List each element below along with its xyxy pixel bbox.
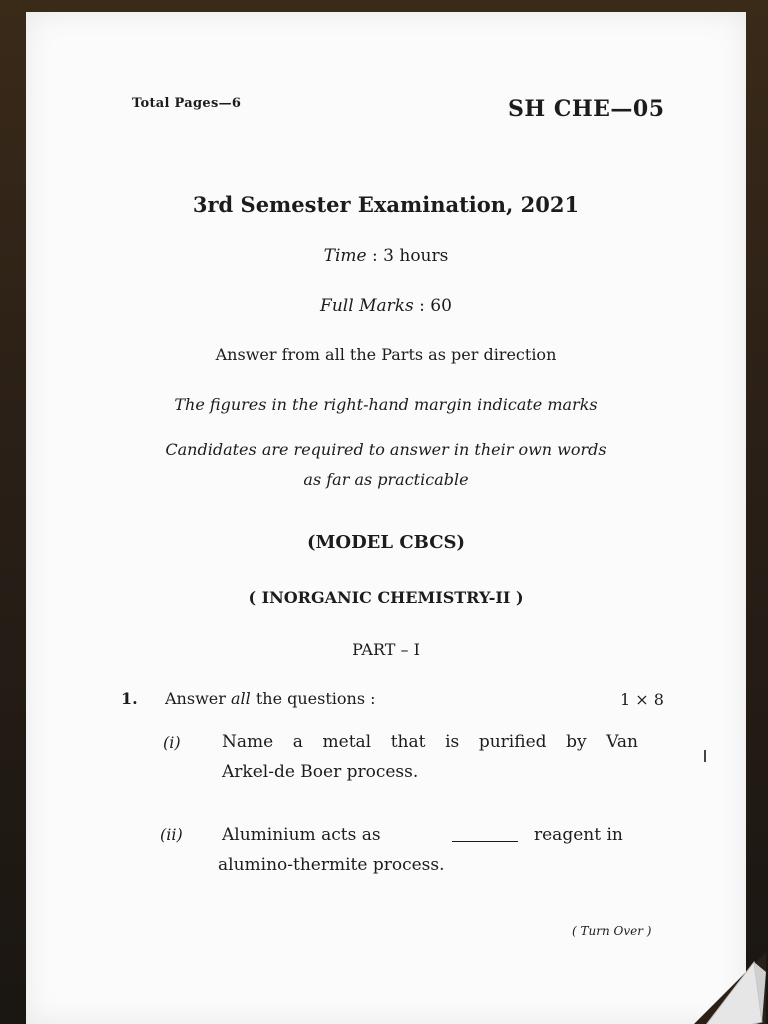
sub-question-i-line1: Name a metal that is purified by Van xyxy=(222,732,638,752)
full-marks-value: : 60 xyxy=(413,296,452,316)
question-marks: 1 × 8 xyxy=(620,690,664,709)
candidates-instruction-line2: as far as practicable xyxy=(303,470,469,489)
sub-question-ii-line1-start: Aluminium acts as xyxy=(222,825,381,845)
subject-title: ( INORGANIC CHEMISTRY-II ) xyxy=(248,588,524,607)
full-marks-label: Full Marks xyxy=(320,296,414,316)
turn-over-note: ( Turn Over ) xyxy=(572,924,652,938)
sub-question-ii-line1-end: reagent in xyxy=(534,825,623,845)
question-number: 1. xyxy=(121,689,138,708)
paper-code: SH CHE—05 xyxy=(508,96,665,122)
exam-title: 3rd Semester Examination, 2021 xyxy=(192,192,580,217)
time-line xyxy=(26,246,746,266)
question-instruction xyxy=(165,689,376,708)
margin-mark xyxy=(704,750,706,762)
model-cbcs: (MODEL CBCS) xyxy=(306,532,466,553)
full-marks-line xyxy=(26,296,746,316)
fill-in-blank xyxy=(452,841,518,842)
direction-instruction: Answer from all the Parts as per direction xyxy=(215,345,557,364)
figures-instruction: The figures in the right-hand margin indicate marks xyxy=(174,395,598,414)
exam-paper-page xyxy=(26,12,746,1024)
part-heading: PART – I xyxy=(352,640,420,659)
sub-question-i-line2: Arkel-de Boer process. xyxy=(222,762,419,782)
instruction-pre: Answer xyxy=(165,689,231,708)
sub-question-ii-label: (ii) xyxy=(160,825,183,844)
instruction-emphasis: all xyxy=(230,689,251,708)
candidates-instruction-line1: Candidates are required to answer in their own words xyxy=(165,440,607,459)
time-value: : 3 hours xyxy=(366,246,449,266)
sub-question-i-label: (i) xyxy=(163,733,181,752)
sub-question-ii-line2: alumino-thermite process. xyxy=(218,855,445,875)
instruction-post: the questions : xyxy=(250,689,376,708)
time-label: Time xyxy=(323,246,367,266)
total-pages: Total Pages—6 xyxy=(132,96,242,111)
page-curl-corner xyxy=(636,952,766,1024)
